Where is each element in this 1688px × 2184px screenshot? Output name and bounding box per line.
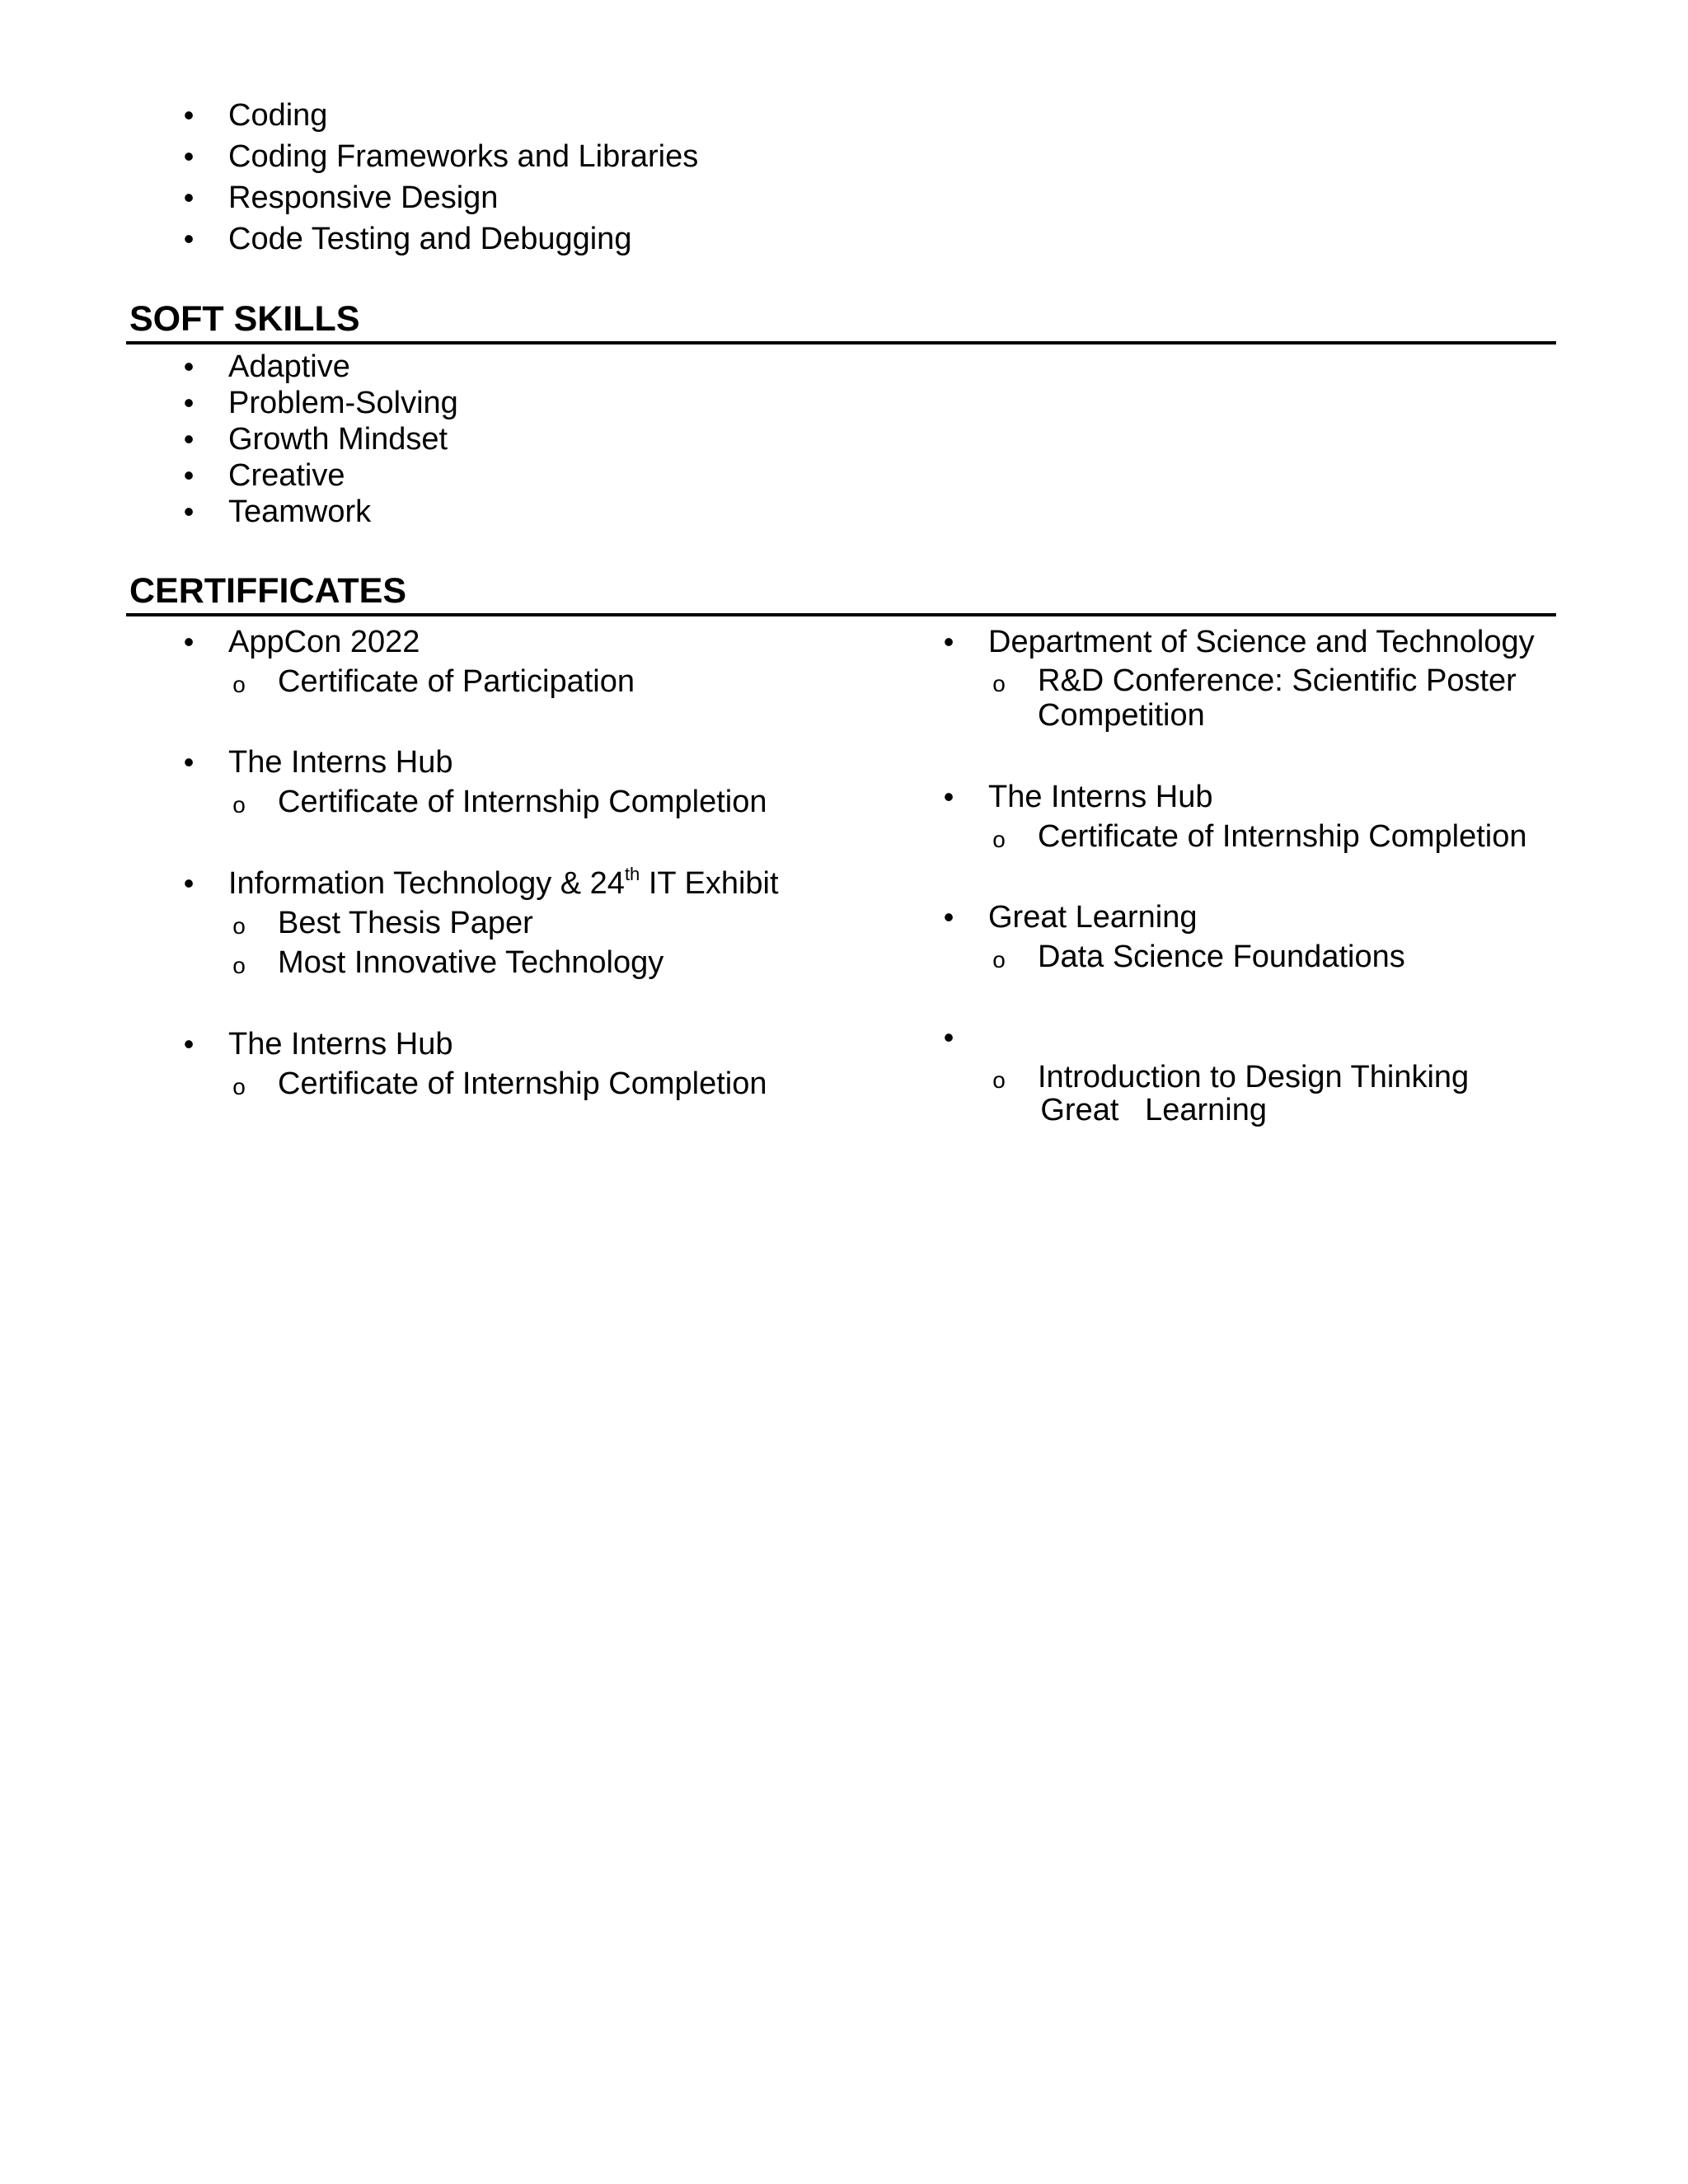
certificate-award	[232, 1066, 767, 1102]
ordinal-suffix: th	[624, 864, 640, 885]
section-divider	[126, 341, 1556, 344]
list-item	[183, 421, 448, 457]
bullet-icon: •	[183, 422, 195, 456]
bullet-icon: •	[943, 900, 954, 934]
certificate-award	[232, 905, 533, 941]
bullet-icon: •	[183, 98, 195, 132]
skill-label: Code Testing and Debugging	[228, 222, 632, 256]
certificate-issuer	[228, 866, 779, 901]
certificate-award-label: Certificate of Internship Completion	[278, 785, 767, 819]
skill-label: Responsive Design	[228, 180, 499, 215]
circle-bullet-icon: o	[232, 672, 246, 697]
certificates-left-column	[183, 624, 855, 1118]
certificate-entry	[183, 1026, 453, 1062]
circle-bullet-icon: o	[992, 1067, 1006, 1093]
certificate-award	[992, 663, 1549, 733]
bullet-icon: •	[183, 386, 195, 419]
certificate-award	[232, 944, 664, 981]
certificate-award-label: Certificate of Internship Completion	[1038, 819, 1527, 854]
bullet-icon: •	[183, 458, 195, 492]
bullet-icon: •	[943, 625, 954, 658]
bullet-icon: •	[183, 494, 195, 528]
circle-bullet-icon: o	[232, 913, 246, 939]
certificate-award	[232, 784, 767, 820]
certificates-heading: CERTIFFICATES	[129, 571, 407, 611]
bullet-icon: •	[183, 745, 195, 779]
certificate-award-label: R&D Conference: Scientific Poster Competition	[1038, 663, 1517, 733]
skill-label: Teamwork	[228, 494, 372, 529]
bullet-icon: •	[183, 222, 195, 255]
certificate-award-label: Data Science Foundations	[1038, 940, 1405, 974]
certificate-issuer: Department of Science and Technology	[988, 625, 1535, 659]
bullet-icon: •	[183, 866, 195, 900]
certificate-entry	[943, 899, 1198, 935]
certificate-entry	[943, 779, 1213, 815]
list-item	[183, 97, 328, 134]
certificate-issuer: Great Learning	[1040, 1093, 1267, 1127]
certificate-award-label: Best Thesis Paper	[278, 906, 533, 940]
certificate-entry	[943, 624, 1535, 660]
certificate-issuer: Great Learning	[988, 900, 1198, 935]
skill-label: Coding	[228, 98, 328, 133]
certificate-award-label: Certificate of Participation	[278, 664, 635, 699]
skill-label: Adaptive	[228, 349, 350, 384]
certificate-award	[992, 818, 1527, 855]
circle-bullet-icon: o	[992, 947, 1006, 972]
section-divider	[126, 613, 1556, 616]
skill-label: Coding Frameworks and Libraries	[228, 139, 699, 174]
list-item	[183, 349, 350, 385]
skill-label: Problem-Solving	[228, 386, 458, 420]
certificate-award-label: Certificate of Internship Completion	[278, 1066, 767, 1101]
certificate-issuer-text: Information Technology & 24	[228, 866, 625, 901]
list-item	[183, 138, 699, 175]
bullet-icon: •	[943, 1020, 954, 1054]
list-item	[183, 180, 499, 216]
skill-label: Growth Mindset	[228, 422, 448, 457]
certificate-issuer: AppCon 2022	[228, 625, 420, 659]
bullet-icon: •	[183, 139, 195, 173]
circle-bullet-icon: o	[232, 953, 246, 978]
soft-skills-list	[183, 349, 970, 538]
list-item	[183, 494, 372, 530]
certificate-issuer: The Interns Hub	[988, 780, 1213, 814]
list-item	[183, 457, 345, 494]
certificate-entry	[183, 864, 779, 902]
certificate-entry	[183, 624, 420, 660]
bullet-icon: •	[183, 349, 195, 383]
certificate-issuer-text: IT Exhibit	[640, 866, 779, 901]
certificate-issuer: The Interns Hub	[228, 1027, 453, 1062]
certificate-entry	[183, 744, 453, 780]
certificate-issuer: The Interns Hub	[228, 745, 453, 780]
certificate-award-label: Introduction to Design Thinking	[1038, 1060, 1470, 1094]
certificate-award-label: Most Innovative Technology	[278, 945, 664, 980]
certificate-award	[232, 663, 635, 700]
circle-bullet-icon: o	[232, 792, 246, 818]
bullet-icon: •	[183, 180, 195, 214]
certificates-right-column	[943, 624, 1565, 1127]
bullet-icon: •	[183, 1027, 195, 1061]
circle-bullet-icon: o	[232, 1074, 246, 1099]
list-item	[183, 385, 458, 421]
skill-label: Creative	[228, 458, 345, 493]
certificate-award	[992, 939, 1405, 975]
bullet-icon: •	[943, 780, 954, 813]
certificate-award	[992, 1059, 1470, 1095]
technical-skills-list	[183, 97, 970, 262]
bullet-icon: •	[183, 625, 195, 658]
soft-skills-heading: SOFT SKILLS	[129, 299, 360, 339]
circle-bullet-icon: o	[992, 671, 1006, 696]
circle-bullet-icon: o	[992, 827, 1006, 852]
list-item	[183, 221, 632, 257]
